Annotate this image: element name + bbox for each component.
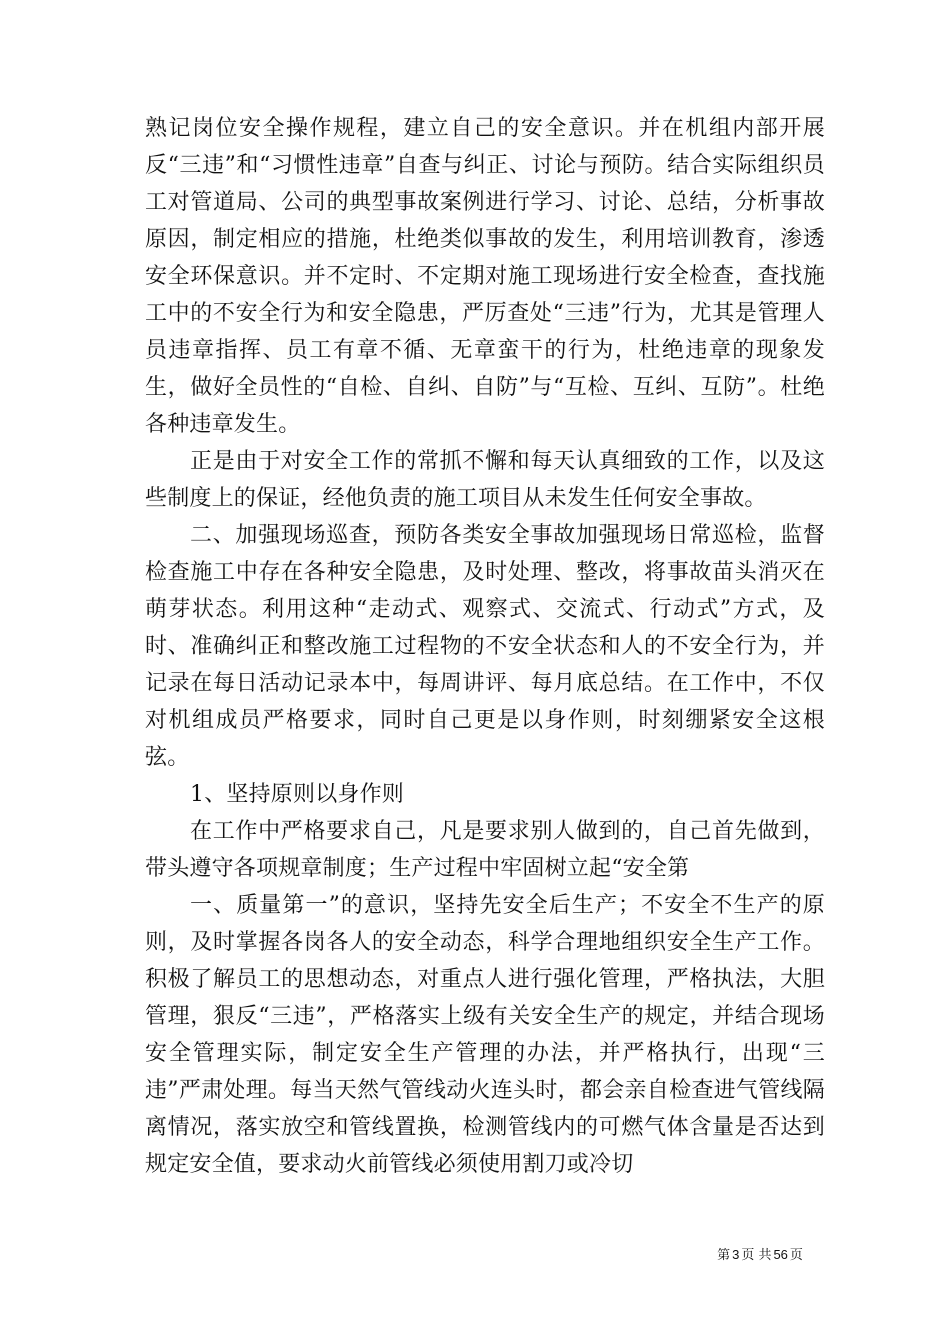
- footer-middle: 页 共: [741, 1248, 772, 1263]
- total-pages-number: 56: [773, 1247, 788, 1262]
- footer-suffix: 页: [789, 1248, 803, 1263]
- paragraph-3: 二、加强现场巡查，预防各类安全事故加强现场日常巡检，监督检查施工中存在各种安全隐患，及时处理、整改，将事故苗头消灭在萌芽状态。利用这种“走动式、观察式、交流式、行动式”方式，及时、准确纠正和整改施工过程物的不安全状态和人的不安全行为，并记录在每日活动记录本中，每周讲评、每月底总结。在工作中，不仅对机组成员严格要求，同时自己更是以身作则，时刻绷紧安全这根弦。: [145, 523, 825, 770]
- paragraph-1: 熟记岗位安全操作规程，建立自己的安全意识。并在机组内部开展反“三违”和“习惯性违章”自查与纠正、讨论与预防。结合实际组织员工对管道局、公司的典型事故案例进行学习、讨论、总结，分析事故原因，制定相应的措施，杜绝类似事故的发生，利用培训教育，渗透安全环保意识。并不定时、不定期对施工现场进行安全检查，查找施工中的不安全行为和安全隐患，严厉查处“三违”行为，尤其是管理人员违章指挥、员工有章不循、无章蛮干的行为，杜绝违章的现象发生，做好全员性的“自检、自纠、自防”与“互检、互纠、互防”。杜绝各种违章发生。: [145, 116, 825, 437]
- paragraph-2: 正是由于对安全工作的常抓不懈和每天认真细致的工作，以及这些制度上的保证，经他负责的施工项目从未发生任何安全事故。: [145, 449, 825, 511]
- section-heading: 1、坚持原则以身作则: [190, 782, 404, 807]
- document-body: [145, 110, 825, 1183]
- footer-prefix: 第: [717, 1248, 731, 1263]
- paragraph-6: 一、质量第一”的意识，坚持先安全后生产；不安全不生产的原则，及时掌握各岗各人的安全动态，科学合理地组织安全生产工作。积极了解员工的思想动态，对重点人进行强化管理，严格执法，大胆管理，狠反“三违”，严格落实上级有关安全生产的规定，并结合现场安全管理实际，制定安全生产管理的办法，并严格执行，出现“三违”严肃处理。每当天然气管线动火连头时，都会亲自检查进气管线隔离情况，落实放空和管线置换，检测管线内的可燃气体含量是否达到规定安全值，要求动火前管线必须使用割刀或冷切: [145, 893, 825, 1177]
- paragraph-5: 在工作中严格要求自己，凡是要求别人做到的，自己首先做到，带头遵守各项规章制度；生产过程中牢固树立起“安全第: [145, 819, 825, 881]
- current-page-number: 3: [732, 1247, 740, 1262]
- page-number-footer: [690, 1247, 830, 1264]
